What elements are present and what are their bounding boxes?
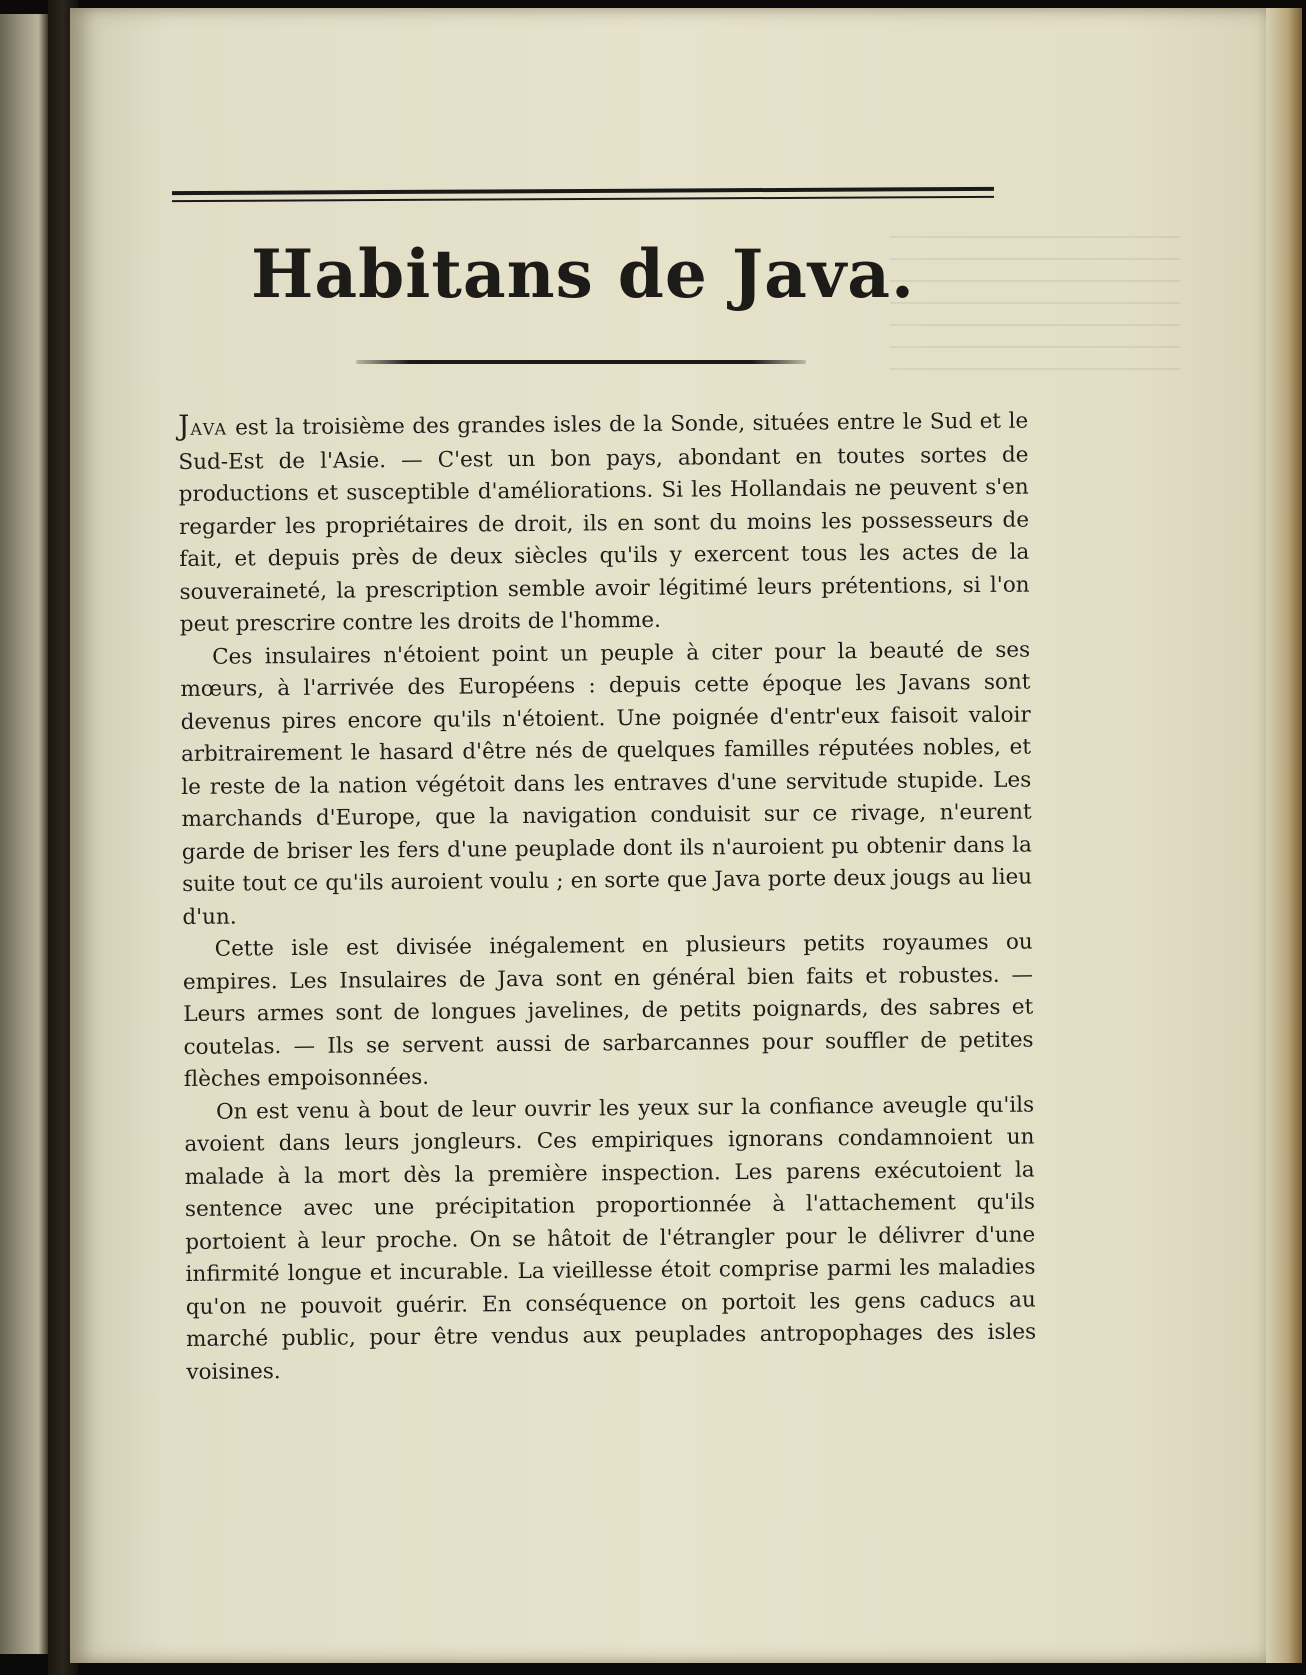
initial-word-rest: AVA xyxy=(190,419,228,439)
paragraph-4: On est venu à bout de leur ouvrir les yeux sur la confiance aveugle qu'ils avoient dans leurs jongleurs. Ces empiriques ignorans condamnoient un malade à la mort dès la première inspection. Les parens exécutoient la sentence avec une précipitation proportionnée à l'attachement qu'ils portoient à leur proche. On se hâtoit de l'étrangler pour le délivrer d'une infirmité longue et incurable. La vieillesse étoit comprise parmi les maladies qu'on ne pouvoit guérir. En conséquence on portoit les gens caducs au marché public, pour être vendus aux peuplades antropophages des isles voisines. xyxy=(184,1092,1037,1385)
paragraph-2: Ces insulaires n'étoient point un peuple à citer pour la beauté de ses mœurs, à l'arrivée des Européens : depuis cette époque les Javans sont devenus pires encore qu'ils n'étoient. Une poignée d'entr'eux faisoit valoir arbitrairement le hasard d'être nés de quelques familles réputées nobles, et le reste de la nation végétoit dans les entraves d'une servitude stupide. Les marchands d'Europe, que la navigation conduisit sur ce rivage, n'eurent garde de briser les fers d'une peuplade dont ils n'auroient pu obtenir dans la suite tout ce qu'ils auroient voulu ; en sorte que Java porte deux jougs au lieu d'un. xyxy=(180,637,1033,930)
page-title: Habitans de Java. xyxy=(251,235,915,313)
paragraph-1 xyxy=(178,403,1030,642)
paragraph-3: Cette isle est divisée inégalement en plusieurs petits royaumes ou empires. Les Insulaires de Java sont en général bien faits et robustes. — Leurs armes sont de longues javelines, de petits poignards, des sabres et coutelas. — Ils se servent aussi de sarbarcannes pour souffler de petites flèches empoisonnées. xyxy=(182,929,1034,1092)
page-fore-edge xyxy=(1266,8,1302,1663)
paragraph-text: est la troisième des grandes isles de la Sonde, situées entre le Sud et le Sud-Est de l'Asie. — C'est un bon pays, abondant en toutes sortes de productions et susceptible d'améliorations. Si les Hollandais ne peuvent s'en regarder les propriétaires de droit, ils en sont du moins les possesseurs de fait, et depuis près de deux siècles qu'ils y exercent tous les actes de la souveraineté, la prescription semble avoir légitimé leurs prétentions, si l'on peut prescrire contre les droits de l'homme. xyxy=(178,408,1030,637)
article-body xyxy=(178,403,1037,1389)
title-underline-rule xyxy=(356,360,806,364)
previous-page-edge xyxy=(0,14,48,1654)
initial-letter: J xyxy=(177,408,191,442)
